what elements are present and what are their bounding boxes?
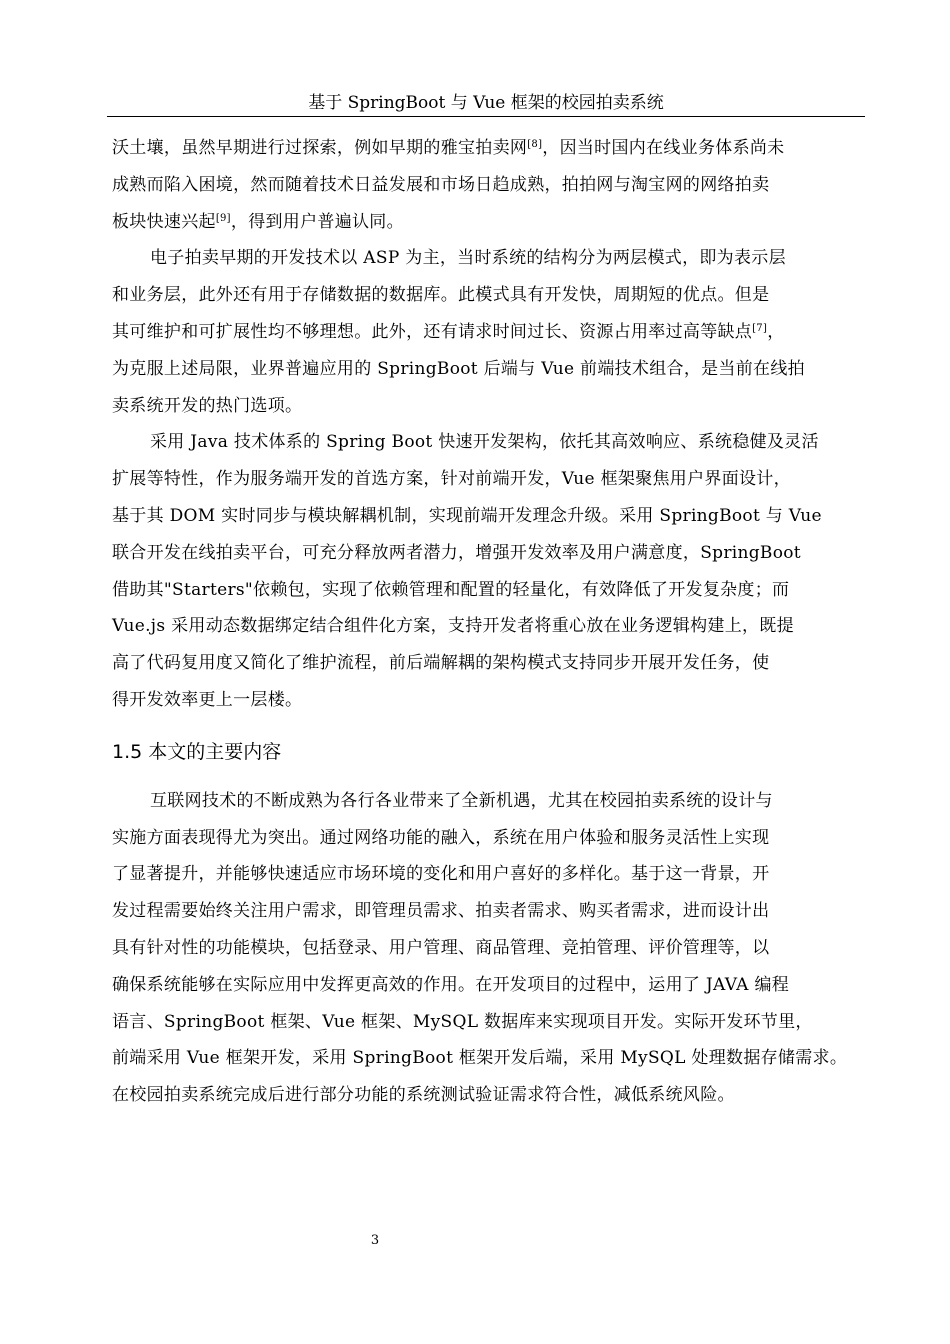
- text-line: 和业务层，此外还有用于存储数据的数据库。此模式具有开发快，周期短的优点。但是: [112, 285, 770, 306]
- paragraph-4: [112, 783, 862, 1114]
- text-line: 确保系统能够在实际应用中发挥更高效的作用。在开发项目的过程中，运用了 JAVA 编程: [112, 974, 790, 995]
- text-line: 基于其 DOM 实时同步与模块解耦机制，实现前端开发理念升级。采用 SpringBoot 与 Vue: [112, 505, 822, 526]
- body-text: [112, 130, 862, 1114]
- text-line: 实施方面表现得尤为突出。通过网络功能的融入，系统在用户体验和服务灵活性上实现: [112, 827, 770, 848]
- text-line: 联合开发在线拍卖平台，可充分释放两者潜力，增强开发效率及用户满意度，SpringBoot: [112, 542, 801, 563]
- text-line: 卖系统开发的热门选项。: [112, 395, 303, 416]
- header-rule: [107, 116, 865, 117]
- text-line: 扩展等特性，作为服务端开发的首选方案，针对前端开发，Vue 框架聚焦用户界面设计，: [112, 469, 791, 490]
- text-run: ，因当时国内在线业务体系尚未: [542, 138, 785, 158]
- text-line: 发过程需要始终关注用户需求，即管理员需求、拍卖者需求、购买者需求，进而设计出: [112, 901, 770, 922]
- text-line: 互联网技术的不断成熟为各行各业带来了全新机遇，尤其在校园拍卖系统的设计与: [150, 790, 773, 811]
- text-line: 在校园拍卖系统完成后进行部分功能的系统测试验证需求符合性，减低系统风险。: [112, 1085, 735, 1106]
- text-run: ，: [767, 321, 785, 342]
- paragraph-2: [112, 240, 862, 424]
- paragraph-1: [112, 130, 862, 240]
- text-run: ，得到用户普遍认同。: [230, 211, 404, 232]
- citation-ref: [9]: [215, 212, 231, 224]
- text-line: 采用 Java 技术体系的 Spring Boot 快速开发架构，依托其高效响应、系统稳健及灵活: [150, 432, 819, 453]
- text-line: 具有针对性的功能模块，包括登录、用户管理、商品管理、竞拍管理、评价管理等，以: [112, 937, 770, 958]
- text-line: 高了代码复用度又简化了维护流程，前后端解耦的架构模式支持同步开展开发任务，使: [112, 653, 770, 674]
- text-run: 板块快速兴起: [112, 211, 216, 232]
- text-line: 前端采用 Vue 框架开发，采用 SpringBoot 框架开发后端，采用 MySQL 处理数据存储需求。: [112, 1048, 848, 1069]
- text-line: 了显著提升，并能够快速适应市场环境的变化和用户喜好的多样化。基于这一背景，开: [112, 864, 770, 885]
- text-line: 为克服上述局限，业界普遍应用的 SpringBoot 后端与 Vue 前端技术组合，是当前在线拍: [112, 358, 805, 379]
- text-run: 沃土壤，虽然早期进行过探索，例如早期的雅宝拍卖网: [112, 138, 528, 158]
- section-heading: 1.5 本文的主要内容: [112, 740, 282, 763]
- paragraph-3: [112, 424, 862, 718]
- text-line: [112, 204, 862, 241]
- citation-ref: [7]: [752, 322, 768, 334]
- text-run: 其可维护和可扩展性均不够理想。此外，还有请求时间过长、资源占用率过高等缺点: [112, 321, 753, 342]
- citation-ref: [8]: [527, 139, 543, 150]
- text-line: 电子拍卖早期的开发技术以 ASP 为主，当时系统的结构分为两层模式，即为表示层: [150, 248, 786, 269]
- text-line: Vue.js 采用动态数据绑定结合组件化方案，支持开发者将重心放在业务逻辑构建上，既提: [112, 616, 794, 637]
- page-number: 3: [370, 1233, 380, 1248]
- text-line: 语言、SpringBoot 框架、Vue 框架、MySQL 数据库来实现项目开发。实际开发环节里，: [112, 1011, 813, 1032]
- running-header: 基于 SpringBoot 与 Vue 框架的校园拍卖系统: [308, 93, 664, 113]
- text-line: 借助其"Starters"依赖包，实现了依赖管理和配置的轻量化，有效降低了开发复杂度；而: [112, 579, 790, 600]
- text-line: [112, 130, 862, 167]
- text-line: 得开发效率更上一层楼。: [112, 689, 303, 710]
- text-line: [112, 314, 862, 351]
- text-line: 成熟而陷入困境，然而随着技术日益发展和市场日趋成熟，拍拍网与淘宝网的网络拍卖: [112, 174, 770, 195]
